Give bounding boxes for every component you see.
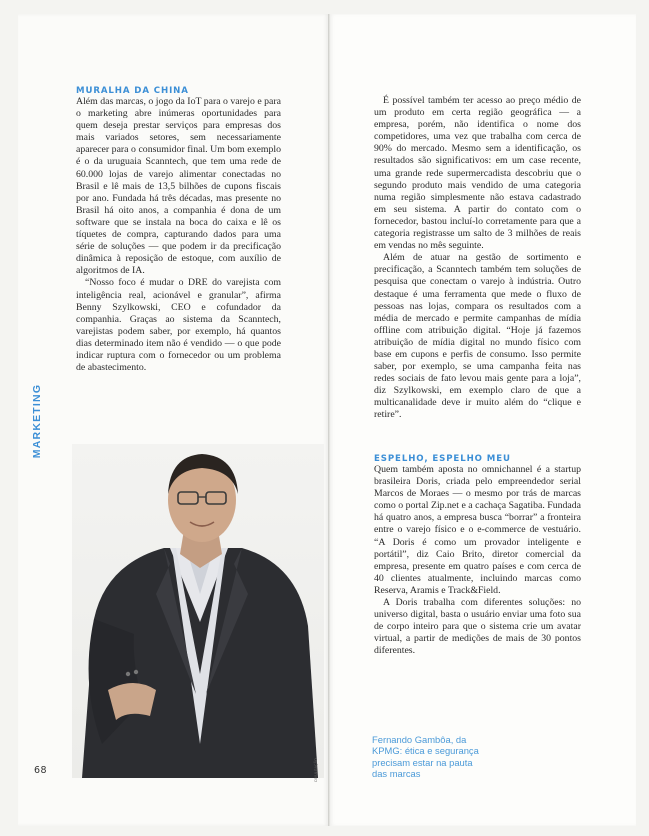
portrait-illustration bbox=[72, 444, 324, 778]
body-paragraph: Quem também aposta no omnichannel é a startup brasileira Doris, criada pelo empreendedor serial Marcos de Moraes — o mesmo por trás de marcas como o portal Zip.net e a cachaça Sagatiba. Fundada há quatro anos, a empresa busca “borrar” a fronteira entre o varejo físico e o e-commerce de vestuário. “A Doris é como um provador inteligente e portátil”, diz Caio Brito, diretor comercial da empresa, presente em quatro países e com cerca de 40 clientes atualmente, incluindo marcas como Reserva, Aramis e Track&Field. bbox=[374, 464, 581, 596]
caption-line: KPMG: ética e segurança bbox=[372, 745, 479, 757]
right-column bbox=[374, 95, 581, 422]
page-number: 68 bbox=[34, 765, 48, 776]
portrait-photo bbox=[72, 444, 324, 778]
body-paragraph: Além das marcas, o jogo da IoT para o varejo e para o marketing abre inúmeras oportunidades para quem deseja prestar serviços para empresas dos mais variados setores, sem necessariamente aparecer para o consumidor final. Um bom exemplo é o da uruguaia Scanntech, que tem uma rede de 60.000 lojas de varejo alimentar conectadas no Brasil e lê mais de 13,5 bilhões de cupons fiscais por ano. Fundada há três décadas, mas presente no Brasil há oito anos, a companhia é dona de um software que se instala na boca do caixa e lê os tíquetes de compra, capturando dados para uma série de soluções — que podem ir da precificação dinâmica à reposição de estoque, com auxílio de algoritmos de IA. bbox=[76, 96, 281, 277]
left-column bbox=[76, 86, 281, 374]
photo-credit: DIVULGAÇÃO bbox=[314, 758, 319, 782]
body-paragraph: Além de atuar na gestão de sortimento e precificação, a Scanntech também tem soluções de pesquisa que conectam o varejo à indústria. Outro destaque é uma ferramenta que mede o fluxo de pessoas nas lojas, compara os resultados com a média de mercado e permite campanhas de mídia offline com atribuição digital. “Hoje já fazemos atribuição de mídia digital no mundo físico com base em cupons e perfis de consumo. Isso permite saber, por exemplo, se uma campanha feita nas redes sociais de fato levou mais gente para a loja”, diz Szylkowski, em exemplo claro de que a multicanalidade deve ir muito além do “clique e retire”. bbox=[374, 252, 581, 421]
section-label: MARKETING bbox=[31, 383, 44, 459]
section-heading-espelho: ESPELHO, ESPELHO MEU bbox=[374, 454, 511, 464]
right-column-section2 bbox=[374, 454, 581, 658]
body-paragraph: A Doris trabalha com diferentes soluções: no universo digital, basta o usuário enviar uma foto sua de corpo inteiro para que o sistema crie um avatar virtual, a partir de medições de mais de 30 pontos diferentes. bbox=[374, 597, 581, 657]
body-paragraph: “Nosso foco é mudar o DRE do varejista com inteligência real, acionável e granular”, afirma Benny Szylkowski, CEO e cofundador da companhia. Graças ao sistema da Scanntech, varejistas podem saber, por exemplo, há quantos dias determinado item não é vendido — o que pode indicar ruptura com o fornecedor ou um problema de abastecimento. bbox=[76, 277, 281, 374]
page-fold bbox=[328, 14, 330, 826]
caption-line: precisam estar na pauta bbox=[372, 756, 473, 768]
caption-line: Fernando Gambôa, da bbox=[372, 734, 467, 745]
body-paragraph: É possível também ter acesso ao preço médio de um produto em certa região geográfica — a empresa, porém, não identifica o nome dos competidores, uma vez que trabalha com cerca de 90% do mercado. Mesmo sem a identificação, os resultados são significativos: em um case recente, uma grande rede supermercadista descobriu que o segundo produto mais vendido de uma categoria numa região simplesmente não estava cadastrado em seu sistema. A partir do contato com o fornecedor, bastou incluí-lo corretamente para que a categoria registrasse um salto de 3 milhões de reais em vendas no mês seguinte. bbox=[374, 95, 581, 252]
section-heading-muralha: MURALHA DA CHINA bbox=[76, 86, 189, 96]
caption-line: das marcas bbox=[372, 767, 421, 779]
photo-caption bbox=[372, 734, 512, 779]
